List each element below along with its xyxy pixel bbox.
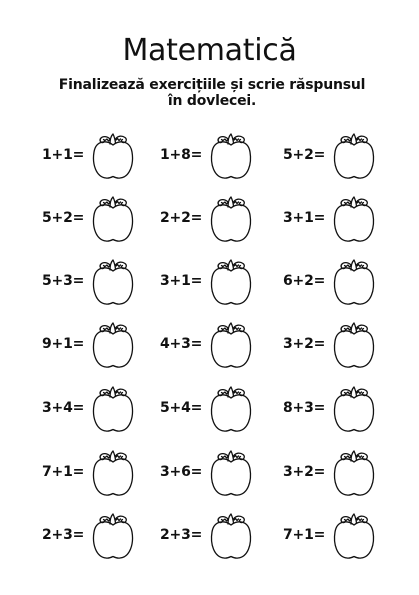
pumpkin-outline-icon[interactable]: [208, 256, 254, 308]
exercise-expression: 5+4=: [160, 400, 203, 416]
exercise-expression: 3+4=: [42, 400, 85, 416]
exercise-expression: 1+8=: [160, 147, 203, 163]
exercise-expression: 2+2=: [160, 210, 203, 226]
exercise-expression: 3+2=: [283, 336, 326, 352]
exercise-cell: [160, 193, 270, 249]
exercise-cell: [283, 193, 393, 249]
exercise-expression: 4+3=: [160, 336, 203, 352]
pumpkin-outline-icon[interactable]: [331, 447, 377, 499]
pumpkin-outline-icon[interactable]: [331, 256, 377, 308]
exercise-cell: [160, 383, 270, 439]
exercise-expression: 3+1=: [160, 273, 203, 289]
exercise-cell: [42, 447, 152, 503]
pumpkin-outline-icon[interactable]: [90, 383, 136, 435]
pumpkin-outline-icon[interactable]: [90, 130, 136, 182]
pumpkin-outline-icon[interactable]: [208, 447, 254, 499]
pumpkin-outline-icon[interactable]: [208, 130, 254, 182]
instructions-text: Finalizează exercițiile și scrie răspunsul în dovlecei.: [58, 77, 366, 109]
exercise-expression: 9+1=: [42, 336, 85, 352]
page-title: Matematică: [122, 33, 297, 68]
exercise-expression: 3+1=: [283, 210, 326, 226]
pumpkin-outline-icon[interactable]: [90, 319, 136, 371]
pumpkin-outline-icon[interactable]: [90, 510, 136, 562]
exercise-cell: [283, 130, 393, 186]
exercise-cell: [283, 319, 393, 375]
exercise-cell: [160, 447, 270, 503]
exercise-cell: [160, 319, 270, 375]
pumpkin-outline-icon[interactable]: [331, 193, 377, 245]
exercise-cell: [42, 130, 152, 186]
pumpkin-outline-icon[interactable]: [331, 130, 377, 182]
exercise-cell: [283, 256, 393, 312]
exercise-expression: 5+2=: [283, 147, 326, 163]
pumpkin-outline-icon[interactable]: [208, 319, 254, 371]
exercise-expression: 5+2=: [42, 210, 85, 226]
exercise-cell: [283, 510, 393, 566]
pumpkin-outline-icon[interactable]: [208, 510, 254, 562]
exercise-expression: 3+6=: [160, 464, 203, 480]
exercise-expression: 8+3=: [283, 400, 326, 416]
exercise-cell: [42, 510, 152, 566]
exercise-cell: [160, 130, 270, 186]
exercise-expression: 1+1=: [42, 147, 85, 163]
exercise-expression: 7+1=: [283, 527, 326, 543]
exercise-cell: [283, 447, 393, 503]
exercise-cell: [42, 319, 152, 375]
exercise-expression: 5+3=: [42, 273, 85, 289]
pumpkin-outline-icon[interactable]: [90, 193, 136, 245]
exercise-cell: [42, 256, 152, 312]
exercise-expression: 2+3=: [160, 527, 203, 543]
exercise-cell: [42, 193, 152, 249]
pumpkin-outline-icon[interactable]: [331, 383, 377, 435]
exercise-expression: 3+2=: [283, 464, 326, 480]
exercise-expression: 7+1=: [42, 464, 85, 480]
exercise-cell: [283, 383, 393, 439]
pumpkin-outline-icon[interactable]: [90, 256, 136, 308]
pumpkin-outline-icon[interactable]: [208, 383, 254, 435]
pumpkin-outline-icon[interactable]: [331, 510, 377, 562]
exercise-expression: 2+3=: [42, 527, 85, 543]
exercise-cell: [160, 510, 270, 566]
exercise-cell: [42, 383, 152, 439]
pumpkin-outline-icon[interactable]: [208, 193, 254, 245]
exercise-expression: 6+2=: [283, 273, 326, 289]
exercise-cell: [160, 256, 270, 312]
pumpkin-outline-icon[interactable]: [90, 447, 136, 499]
pumpkin-outline-icon[interactable]: [331, 319, 377, 371]
